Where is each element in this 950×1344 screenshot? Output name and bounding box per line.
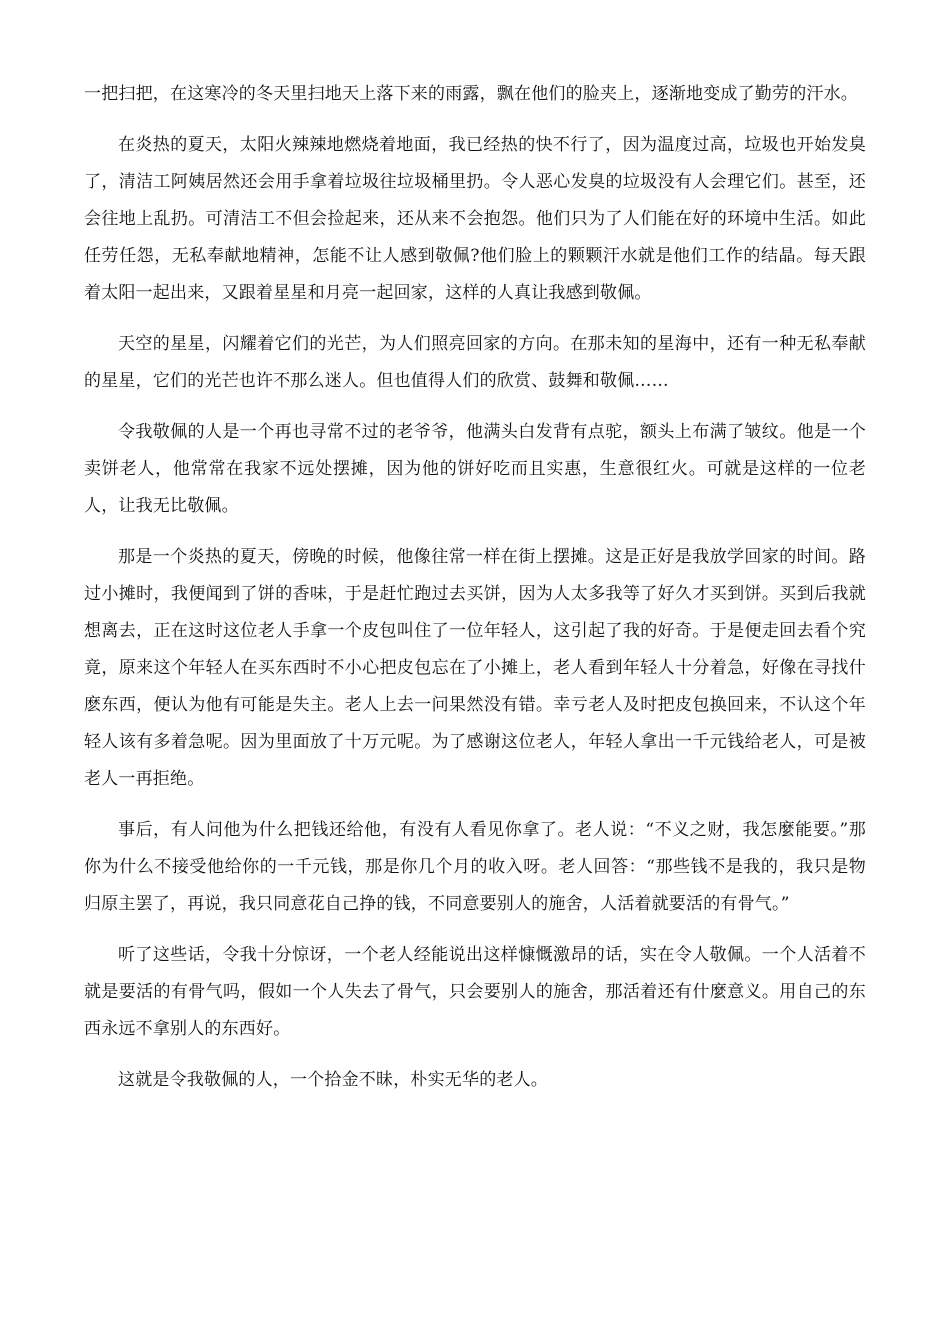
paragraph-old-man-intro: 令我敬佩的人是一个再也寻常不过的老爷爷，他满头白发背有点驼，额头上布满了皱纹。他是一个卖饼老人，他常常在我家不远处摆摊，因为他的饼好吃而且实惠，生意很红火。可就是这样的一位老人，让我无比敬佩。 xyxy=(84,422,866,516)
paragraph-continuation: 一把扫把，在这寒冷的冬天里扫地天上落下来的雨露，飘在他们的脸夹上，逐渐地变成了勤劳的汗水。 xyxy=(84,84,858,104)
paragraph-stars: 天空的星星，闪耀着它们的光芒，为人们照亮回家的方向。在那未知的星海中，还有一种无私奉献的星星，它们的光芒也许不那么迷人。但也值得人们的欣赏、鼓舞和敬佩…… xyxy=(84,334,866,391)
paragraph-summer-cleaner: 在炎热的夏天，太阳火辣辣地燃烧着地面，我已经热的快不行了，因为温度过高，垃圾也开始发臭了，清洁工阿姨居然还会用手拿着垃圾往垃圾桶里扔。令人恶心发臭的垃圾没有人会理它们。甚至，还会往地上乱扔。可清洁工不但会捡起来，还从来不会抱怨。他们只为了人们能在好的环境中生活。如此任劳任怨，无私奉献地精神，怎能不让人感到敬佩?他们脸上的颗颗汗水就是他们工作的结晶。每天跟着太阳一起出来，又跟着星星和月亮一起回家，这样的人真让我感到敬佩。 xyxy=(84,135,866,303)
paragraph-wallet-story: 那是一个炎热的夏天，傍晚的时候，他像往常一样在街上摆摊。这是正好是我放学回家的时间。路过小摊时，我便闻到了饼的香味，于是赶忙跑过去买饼，因为人太多我等了好久才买到饼。买到后我就想离去，正在这时这位老人手拿一个皮包叫住了一位年轻人，这引起了我的好奇。于是便走回去看个究竟，原来这个年轻人在买东西时不小心把皮包忘在了小摊上，老人看到年轻人十分着急，好像在寻找什麽东西，便认为他有可能是失主。老人上去一问果然没有错。幸亏老人及时把皮包换回来，不认这个年轻人该有多着急呢。因为里面放了十万元呢。为了感谢这位老人，年轻人拿出一千元钱给老人，可是被老人一再拒绝。 xyxy=(84,547,866,789)
paragraph-dialogue: 事后，有人问他为什么把钱还给他，有没有人看见你拿了。老人说：“不义之财，我怎麼能要。”那你为什么不接受他给你的一千元钱，那是你几个月的收入呀。老人回答：“那些钱不是我的，我只是物归原主罢了，再说，我只同意花自己挣的钱，不同意要别人的施舍，人活着就要活的有骨气。” xyxy=(84,820,866,914)
paragraph-reflection: 听了这些话，令我十分惊讶，一个老人经能说出这样慷慨激昂的话，实在令人敬佩。一个人活着不就是要活的有骨气吗，假如一个人失去了骨气，只会要别人的施舍，那活着还有什麼意义。用自己的东西永远不拿别人的东西好。 xyxy=(84,945,866,1039)
document-body xyxy=(84,76,866,1113)
paragraph-conclusion: 这就是令我敬佩的人，一个拾金不昧，朴实无华的老人。 xyxy=(118,1070,548,1090)
